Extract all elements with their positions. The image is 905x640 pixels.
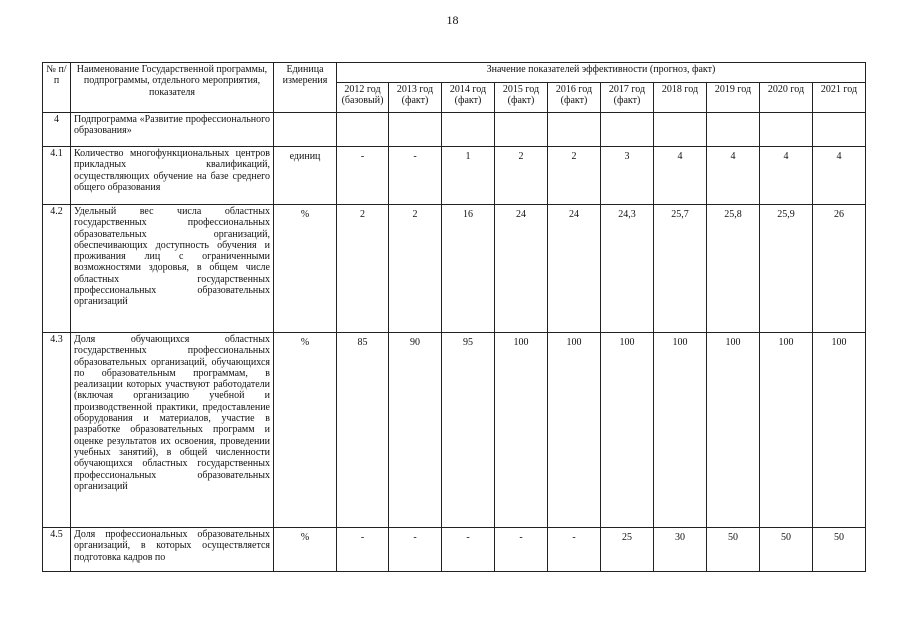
row-value: - <box>548 528 601 572</box>
row-unit: единиц <box>274 147 337 205</box>
row-num: 4.2 <box>43 205 71 333</box>
row-value: - <box>389 528 442 572</box>
row-value: 4 <box>813 147 866 205</box>
row-value: 26 <box>813 205 866 333</box>
row-num: 4.5 <box>43 528 71 572</box>
row-value: - <box>442 528 495 572</box>
row-name: Количество многофункциональных центров прикладных квалификаций, осуществляющих обучение на базе среднего общего образования <box>71 147 274 205</box>
row-value: 100 <box>548 333 601 528</box>
row-value: - <box>337 528 389 572</box>
row-value: 3 <box>601 147 654 205</box>
row-value <box>337 113 389 147</box>
row-value: 1 <box>442 147 495 205</box>
row-unit: % <box>274 528 337 572</box>
header-year: 2013 год (факт) <box>389 83 442 113</box>
row-value: - <box>337 147 389 205</box>
row-value <box>548 113 601 147</box>
row-value: 24 <box>495 205 548 333</box>
row-num: 4.3 <box>43 333 71 528</box>
row-value: 50 <box>760 528 813 572</box>
row-value: 100 <box>760 333 813 528</box>
row-unit: % <box>274 205 337 333</box>
header-name: Наименование Государственной программы, подпрограммы, отдельного мероприятия, показателя <box>71 63 274 113</box>
header-year: 2018 год <box>654 83 707 113</box>
row-value: 85 <box>337 333 389 528</box>
row-value: 100 <box>654 333 707 528</box>
header-year: 2019 год <box>707 83 760 113</box>
row-value: 4 <box>760 147 813 205</box>
row-value <box>442 113 495 147</box>
row-value: - <box>495 528 548 572</box>
header-year: 2012 год (базовый) <box>337 83 389 113</box>
row-value: 95 <box>442 333 495 528</box>
header-year: 2015 год (факт) <box>495 83 548 113</box>
row-value: 25,9 <box>760 205 813 333</box>
row-value: 25,7 <box>654 205 707 333</box>
row-value: 90 <box>389 333 442 528</box>
row-value: 24 <box>548 205 601 333</box>
table-row <box>43 528 866 572</box>
row-unit <box>274 113 337 147</box>
row-value <box>654 113 707 147</box>
row-value: 2 <box>337 205 389 333</box>
row-unit: % <box>274 333 337 528</box>
row-value: 50 <box>707 528 760 572</box>
row-value: 16 <box>442 205 495 333</box>
row-value <box>495 113 548 147</box>
row-value: 4 <box>654 147 707 205</box>
row-num: 4.1 <box>43 147 71 205</box>
table-row <box>43 333 866 528</box>
row-value: 4 <box>707 147 760 205</box>
header-year: 2014 год (факт) <box>442 83 495 113</box>
table-row <box>43 205 866 333</box>
row-value: 30 <box>654 528 707 572</box>
row-value: 2 <box>548 147 601 205</box>
header-year: 2017 год (факт) <box>601 83 654 113</box>
header-values-group: Значение показателей эффективности (прогноз, факт) <box>337 63 866 83</box>
row-value <box>389 113 442 147</box>
header-year: 2020 год <box>760 83 813 113</box>
row-value <box>707 113 760 147</box>
row-value: 100 <box>813 333 866 528</box>
row-name: Удельный вес числа областных государственных профессиональных образовательных организаций, обеспечивающих доступность обучения и проживания лиц с ограниченными возможностями здоровья, в общем числе областных государственных профессиональных образовательных организаций <box>71 205 274 333</box>
row-value: 100 <box>601 333 654 528</box>
header-num: № п/п <box>43 63 71 113</box>
row-value <box>601 113 654 147</box>
row-value <box>813 113 866 147</box>
header-unit: Единица измерения <box>274 63 337 113</box>
header-year: 2016 год (факт) <box>548 83 601 113</box>
row-value: 24,3 <box>601 205 654 333</box>
page-number: 18 <box>446 13 459 27</box>
table-row <box>43 113 866 147</box>
table-row <box>43 147 866 205</box>
row-value: 2 <box>389 205 442 333</box>
row-value: 100 <box>707 333 760 528</box>
row-name: Доля обучающихся областных государственных профессиональных образовательных организаций, обучающихся по образовательным программам, в реализации которых участвуют работодатели (включая организацию учебной и производственной практики, предоставление оборудования и материалов, участие в разработке образовательных программ и оценке результатов их освоения, проведении учебных занятий), в общей численности обучающихся областных государственных профессиональных образовательных организаций <box>71 333 274 528</box>
row-name: Подпрограмма «Развитие профессионального образования» <box>71 113 274 147</box>
header-year: 2021 год <box>813 83 866 113</box>
row-value <box>760 113 813 147</box>
row-value: 50 <box>813 528 866 572</box>
row-num: 4 <box>43 113 71 147</box>
row-value: - <box>389 147 442 205</box>
row-value: 2 <box>495 147 548 205</box>
row-value: 25 <box>601 528 654 572</box>
row-name: Доля профессиональных образовательных организаций, в которых осуществляется подготовка кадров по <box>71 528 274 572</box>
indicators-table <box>42 62 866 572</box>
row-value: 100 <box>495 333 548 528</box>
row-value: 25,8 <box>707 205 760 333</box>
